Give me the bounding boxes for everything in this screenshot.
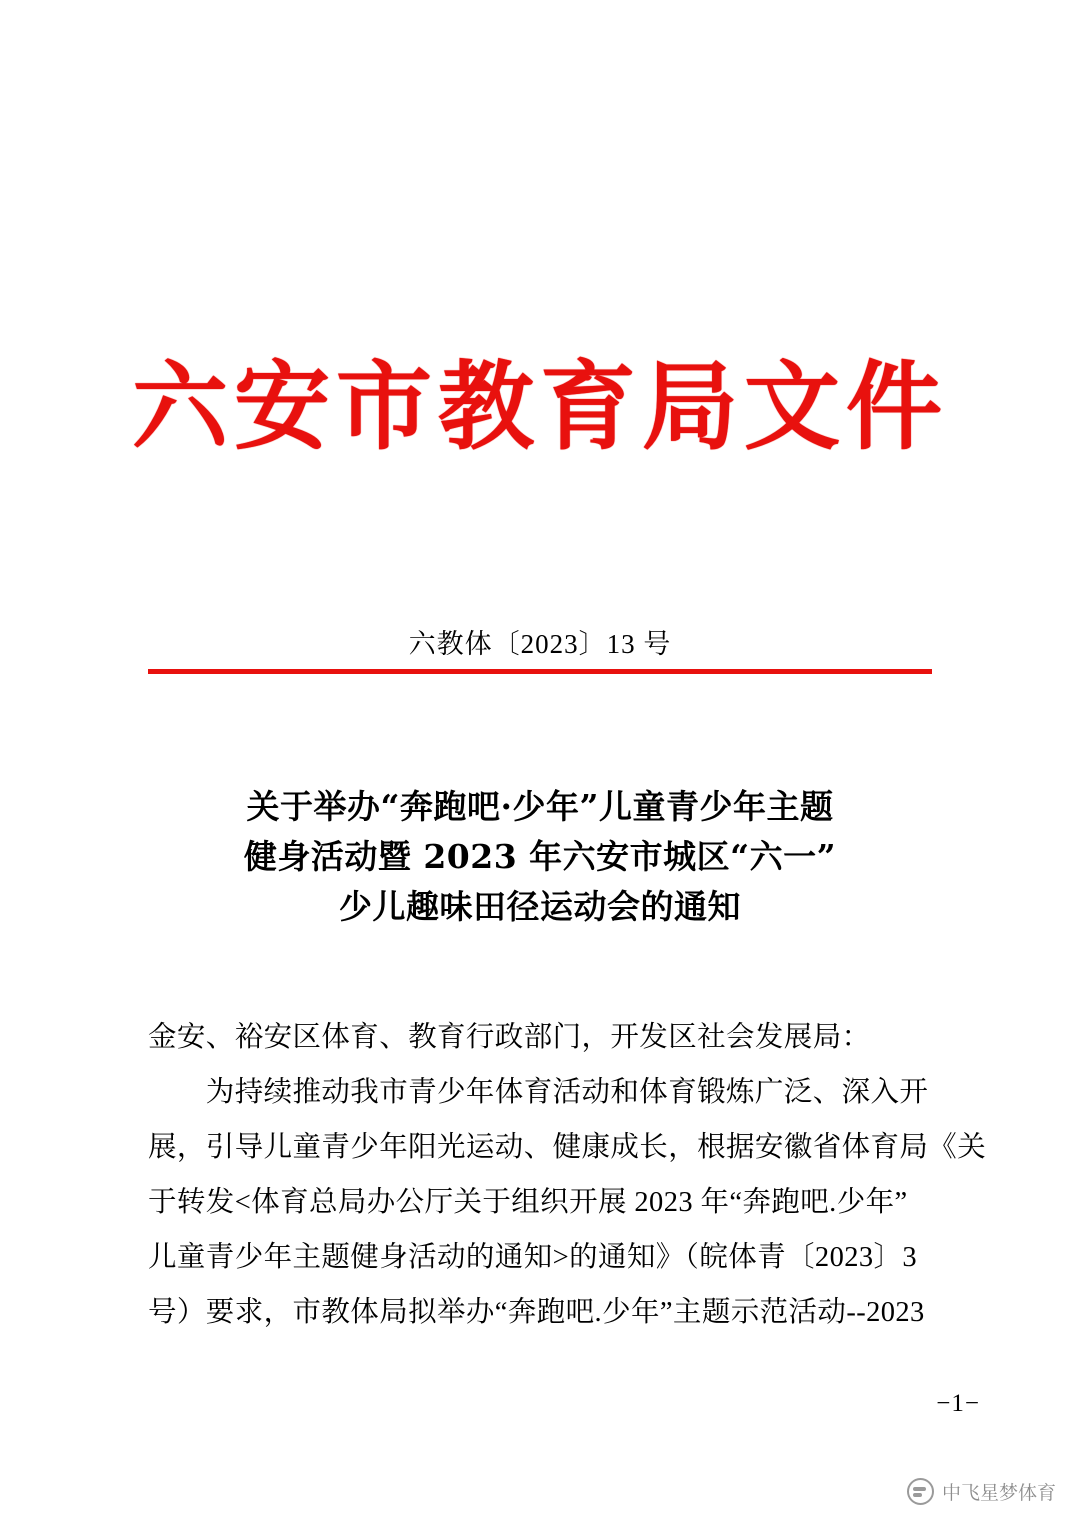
page-number: −1− [936,1390,980,1417]
wechat-account-icon [907,1478,934,1505]
body-line-4: 儿童青少年主题健身活动的通知>的通知》（皖体青〔2023〕3 [148,1242,918,1273]
document-title-line-3: 少儿趣味田径运动会的通知 [339,887,741,926]
document-title [148,782,932,932]
red-divider-rule [148,669,932,674]
letterhead-title: 六安市教育局文件 [132,350,948,463]
letterhead [0,352,1080,462]
body-line-3: 于转发<体育总局办公厅关于组织开展 2023 年“奔跑吧.少年” [148,1187,908,1218]
document-body [148,1010,987,1340]
body-line-5: 号）要求，市教体局拟举办“奔跑吧.少年”主题示范活动--2023 [148,1297,925,1328]
document-title-line-1: 关于举办“奔跑吧·少年”儿童青少年主题 [246,787,834,826]
watermark-badge [907,1478,1056,1505]
document-number: 六教体〔2023〕13 号 [408,629,672,659]
body-recipient: 金安、裕安区体育、教育行政部门，开发区社会发展局： [148,1022,871,1053]
body-line-1: 为持续推动我市青少年体育活动和体育锻炼广泛、深入开 [148,1077,929,1108]
document-title-line-2: 健身活动暨 2023 年六安市城区“六一” [243,837,837,876]
body-line-2: 展，引导儿童青少年阳光运动、健康成长，根据安徽省体育局《关 [148,1132,987,1163]
watermark-label: 中飞星梦体育 [941,1483,1056,1504]
